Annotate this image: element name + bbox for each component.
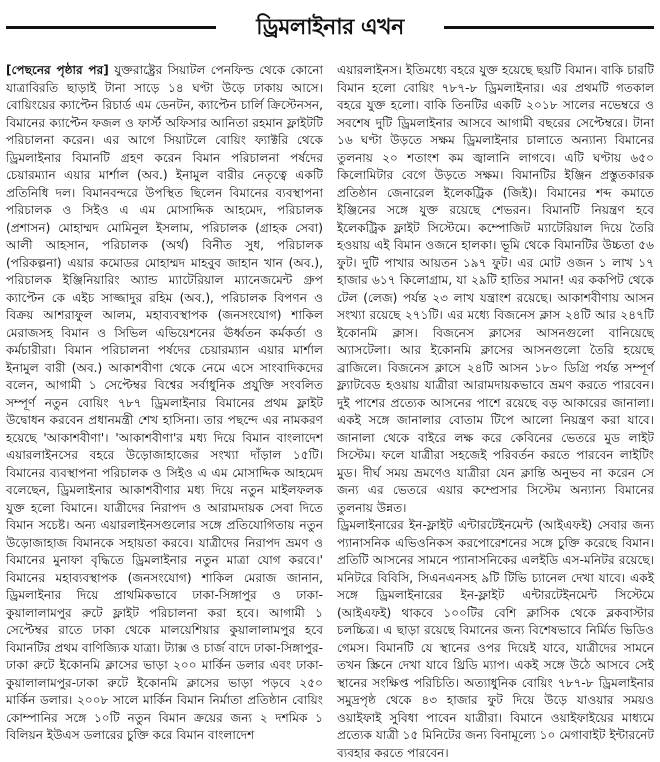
right-paragraph-2: ড্রিমলাইনারের ইন-ফ্লাইট এন্টারটেইনমেন্ট (আইএফই) সেবার জন্য প্যানাসনিক এভিওনিকস করপোরেশনের সঙ্গে চুক্তি করেছে বিমান। প্রতিটি আসনের সামনে প্যানাসনিকের এলইডি এস-মনিটর রয়েছে। মনিটরে বিবিসি, সিএনএনসহ ৯টি টিভি চ্যানেল দেখা যাবে। একই সঙ্গে ড্রিমলাইনারের ইন-ফ্লাইট এন্টারটেইনমেন্ট সিস্টেমে (আইএফই) থাকবে ১০০টির বেশি ক্লাসিক থেকে ব্লকবাস্টার চলচ্চিত্র। এ ছাড়া রয়েছে বিমানের জন্য বিশেষভাবে নির্মিত ভিডিও গেমস। বিমানটি যে স্থানের ওপর দিয়েই যাবে, যাত্রীদের সামনে তখন স্ক্রিনে দেখা যাবে থ্রিডি ম্যাপ। একই সঙ্গে উঠে আসবে সেই স্থানের সংক্ষিপ্ত পরিচিতি। অত্যাধুনিক বোয়িং ৭৮৭-৮ ড্রিমলাইনার সমুদ্রপৃষ্ঠ থেকে ৪৩ হাজার ফুট দিয়ে উড়ে যাওয়ার সময়ও ওয়াইফাই সুবিধা পাবেন যাত্রীরা। বিমানে ওয়াইফাইয়ের মাধ্যমে প্রত্যেক যাত্রী ১৫ মিনিটের জন্য বিনামূল্যে ১০ মেগাবাইট ইন্টারনেট ব্যবহার করতে পারবেন। [337,518,654,760]
right-column [337,62,654,760]
headline-rule-right [444,26,654,29]
headline-rule-left [6,26,216,29]
left-column [6,62,324,742]
headline: ড্রিমলাইনার এখন [246,10,413,47]
right-paragraph-1: এয়ারলাইনস। ইতিমধ্যে বহরে যুক্ত হয়েছে ছয়টি বিমান। বাকি চারটি বিমান হলো বোয়িং ৭৮৭-৮ ড্রিমলাইনার। এর প্রথমটি গতকাল বহরে যুক্ত হলো। বাকি তিনটির একটি ২০১৮ সালের নভেম্বরে ও সবশেষ দুটি ড্রিমলাইনার আসবে আগামী বছরের সেপ্টেম্বরে। টানা ১৬ ঘণ্টা উড়তে সক্ষম ড্রিমলাইনার চালাতে অন্যান্য বিমানের তুলনায় ২০ শতাংশ কম জ্বালানি লাগবে। এটি ঘণ্টায় ৬৫০ কিলোমিটার বেগে উড়তে সক্ষম। বিমানটির ইঞ্জিন প্রস্তুতকারক প্রতিষ্ঠান জেনারেল ইলেকট্রিক (জিই)। বিমানের শব্দ কমাতে ইঞ্জিনের সঙ্গে যুক্ত রয়েছে শেভরন। বিমানটি নিয়ন্ত্রণ হবে ইলেকট্রিক ফ্লাইট সিস্টেমে। কম্পোজিট ম্যাটেরিয়াল দিয়ে তৈরি হওয়ায় এই বিমান ওজনে হালকা। ভূমি থেকে বিমানটির উচ্চতা ৫৬ ফুট। দুটি পাখার আয়তন ১৯৭ ফুট। এর মোট ওজন ১ লাখ ১৭ হাজার ৬১৭ কিলোগ্রাম, যা ২৯টি হাতির সমান! এর ককপিট থেকে টেল (লেজ) পর্যন্ত ২৩ লাখ যন্ত্রাংশ রয়েছে। আকাশবীণায় আসন সংখ্যা রয়েছে ২৭১টি। এর মধ্যে বিজনেস ক্লাস ২৪টি আর ২৪৭টি ইকোনমি ক্লাস। বিজনেস ক্লাসের আসনগুলো বানিয়েছে অ্যাসটেলা। আর ইকোনমি ক্লাসের আসনগুলো তৈরি হয়েছে ব্রাজিলে। বিজনেস ক্লাসে ২৪টি আসন ১৮০ ডিগ্রি পর্যন্ত সম্পূর্ণ ফ্ল্যাটবেড হওয়ায় যাত্রীরা আরামদায়কভাবে ভ্রমণ করতে পারবেন। দুই পাশের প্রত্যেক আসনের পাশে রয়েছে বড় আকারের জানালা। একই সঙ্গে জানালার বোতাম টিপে আলো নিয়ন্ত্রণ করা যাবে। জানালা থেকে বাইরে লক্ষ করে কেবিনের ভেতরে মুড লাইট সিস্টেম। ফলে যাত্রীরা সহজেই পরিবর্তন করতে পারবেন লাইটিং মুড। দীর্ঘ সময় ভ্রমণেও যাত্রীরা যেন ক্লান্তি অনুভব না করেন সে জন্য এর ভেতরে এয়ার কম্প্রেসার সিস্টেম অন্যান্য বিমানের তুলনায় উন্নত। [337,63,654,515]
headline-bar [6,6,654,50]
article-columns [6,62,654,760]
left-paragraph-1-text: যুক্তরাষ্ট্রের সিয়াটল পেনফিল্ড থেকে কোনো যাত্রাবিরতি ছাড়াই টানা সাড়ে ১৪ ঘণ্টা উড়ে ঢাকায় আসে। বোয়িংয়ের ক্যাপ্টেন রিচার্ড এম ডেনটন, ক্যাপ্টেন চার্লি ক্রিস্টেনসন, বিমানের ক্যাপ্টেন ফজল ও ফার্স্ট অফিসার আনিতা রহমান ফ্লাইটটি পরিচালনা করেন। এর আগে সিয়াটলে বোয়িং ফ্যাক্টরি থেকে ড্রিমলাইনার বিমানটি গ্রহণ করেন বিমান পরিচালনা পর্ষদের চেয়ারম্যান এয়ার মার্শাল (অব.) ইনামুল বারীর নেতৃত্বে একটি প্রতিনিধি দল। বিমানবন্দরে উপস্থিত ছিলেন বিমানের ব্যবস্থাপনা পরিচালক ও সিইও এ এম মোসাদ্দিক আহমেদ, পরিচালক (প্রশাসন) মোহাম্মদ মোমিনুল ইসলাম, পরিচালক (গ্রাহক সেবা) আলী আহসান, পরিচালক (অর্থ) বিনীত সুধ, পরিচালক (পরিকল্পনা) এয়ার কমোডর মোহাম্মদ মাহবুব জাহান খান (অব.), পরিচালক ইঞ্জিনিয়ারিং অ্যান্ড ম্যাটেরিয়াল ম্যানেজমেন্ট গ্রুপ ক্যাপ্টেন কে এইচ সাজ্জাদুর রহিম (অব.), পরিচালক বিপণন ও বিক্রয় আশরাফুল আলম, মহাব্যবস্থাপক (জনসংযোগ) শাকিল মেরাজসহ বিমান ও সিভিল এভিয়েশনের ঊর্ধ্বতন কর্মকর্তা ও কর্মচারীরা। বিমান পরিচালনা পর্ষদের চেয়ারম্যান এয়ার মার্শাল ইনামুল বারী (অব.) আকাশবীণা থেকে নেমে এসে সাংবাদিকদের বলেন, আগামী ১ সেপ্টেম্বর বিশ্বের সর্বাধুনিক প্রযুক্তি সংবলিত সম্পূর্ণ নতুন বোয়িং ৭৮৭ ড্রিমলাইনার বিমানের প্রথম ফ্লাইট উদ্বোধন করবেন প্রধানমন্ত্রী শেখ হাসিনা। তার পছন্দে এর নামকরণ হয়েছে 'আকাশবীণা'। 'আকাশবীণা'র মধ্য দিয়ে বিমান বাংলাদেশ এয়ারলাইনসের বহরে উড়োজাহাজের সংখ্যা দাঁড়াল ১৫টি। বিমানের ব্যবস্থাপনা পরিচালক ও সিইও এ এম মোসাদ্দিক আহমেদ বলেছেন, ড্রিমলাইনার আকাশবীণার মধ্য দিয়ে নতুন মাইলফলক যুক্ত হলো বিমানে। যাত্রীদের নিরাপদ ও আরামদায়ক সেবা দিতে বিমান সচেষ্ট। অন্য এয়ারলাইনসগুলোর সঙ্গে প্রতিযোগিতায় নতুন উড়োজাহাজ বিমানকে সহায়তা করবে। যাত্রীদের নিরাপদ ভ্রমণ ও বিমানের মুনাফা বৃদ্ধিতে ড্রিমলাইনার নতুন মাত্রা যোগ করবে।' বিমানের মহাব্যবস্থাপক (জনসংযোগ) শাকিল মেরাজ জানান, ড্রিমলাইনার দিয়ে প্রাথমিকভাবে ঢাকা-সিঙ্গাপুর ও ঢাকা-কুয়ালালামপুর রুটে ফ্লাইট পরিচালনা করা হবে। আগামী ১ সেপ্টেম্বর রাতে ঢাকা থেকে মালয়েশিয়ার কুয়ালালামপুর হবে বিমানটির প্রথম বাণিজ্যিক যাত্রা। ট্যাক্স ও চার্জ বাদে ঢাকা-সিঙ্গাপুর-ঢাকা রুটে ইকোনমি ক্লাসের ভাড়া ২০০ মার্কিন ডলার এবং ঢাকা-কুয়ালালামপুর-ঢাকা রুটে ইকোনমি ক্লাসের ভাড়া পড়বে ২৫০ মার্কিন ডলার। ২০০৮ সালে মার্কিন বিমান নির্মাতা প্রতিষ্ঠান বোয়িং কোম্পানির সঙ্গে ১০টি নতুন বিমান ক্রয়ের জন্য ২ দশমিক ১ বিলিয়ন ইউএস ডলারের চুক্তি করে বিমান বাংলাদেশ [6,63,324,742]
left-paragraph-1 [6,62,323,745]
jump-label: [পেছনের পৃষ্ঠার পর] [6,63,109,77]
